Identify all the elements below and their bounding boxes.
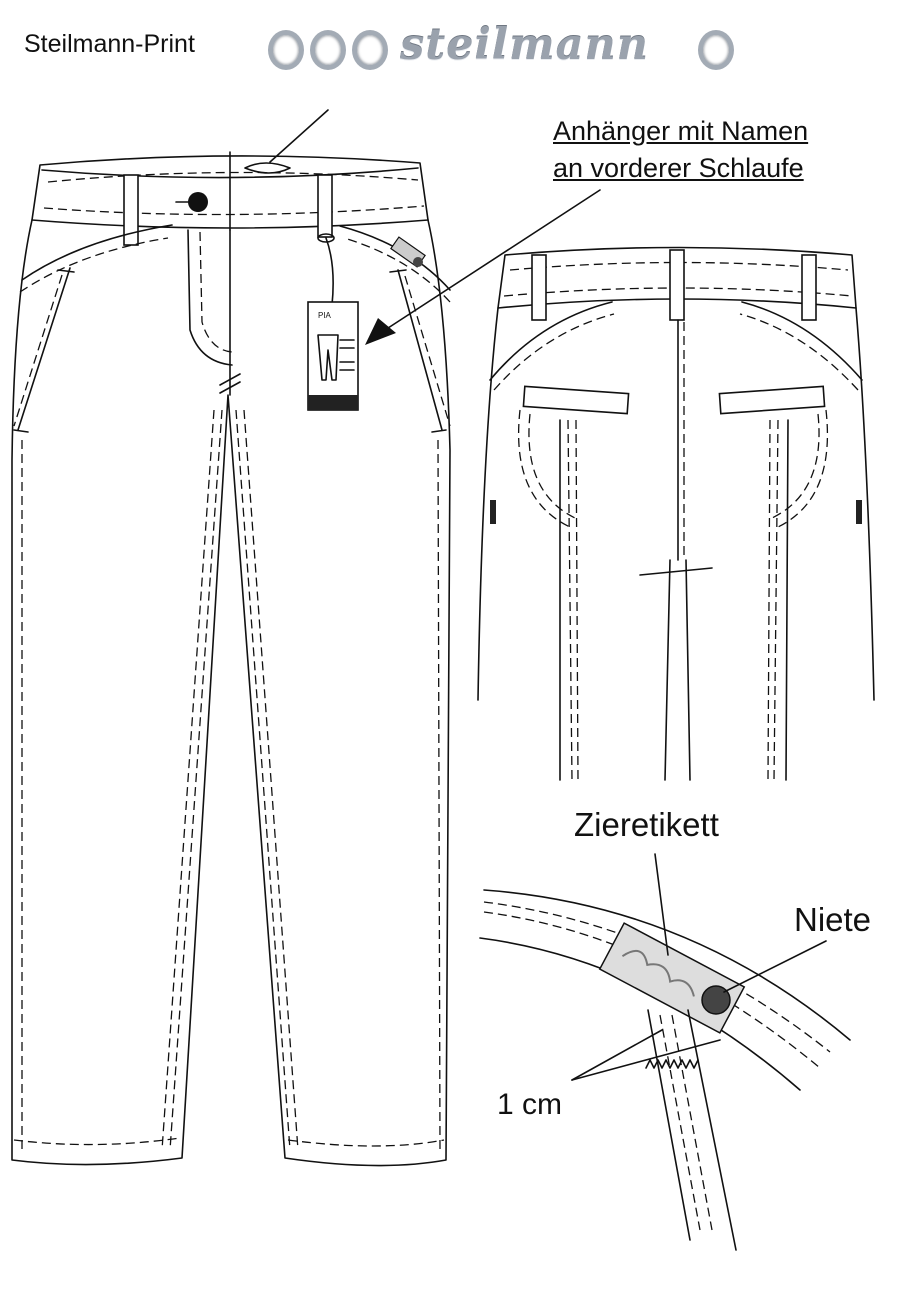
hangtag-callout: Anhänger mit Namen an vorderer Schlaufe [553,116,809,183]
arrow-icon [365,318,396,345]
belt-loop [802,255,816,320]
belt-loop [532,255,546,320]
print-label: Steilmann-Print [24,30,195,58]
front-view [12,110,600,1166]
hang-tag [308,302,358,410]
hang-tag-model: PIA [318,311,331,320]
belt-loop [318,175,332,237]
back-pocket-flap [719,386,824,413]
back-view [478,248,874,781]
belt-loop [670,250,684,320]
rivet-callout: Niete [794,901,872,938]
logo-wordmark: steilmann [400,20,649,70]
measure-callout: 1 cm [497,1088,563,1121]
button-icon [188,192,208,212]
ornament-label-callout: Zieretikett [574,806,719,843]
rivet-icon [702,986,730,1014]
back-pocket-flap [523,386,628,413]
